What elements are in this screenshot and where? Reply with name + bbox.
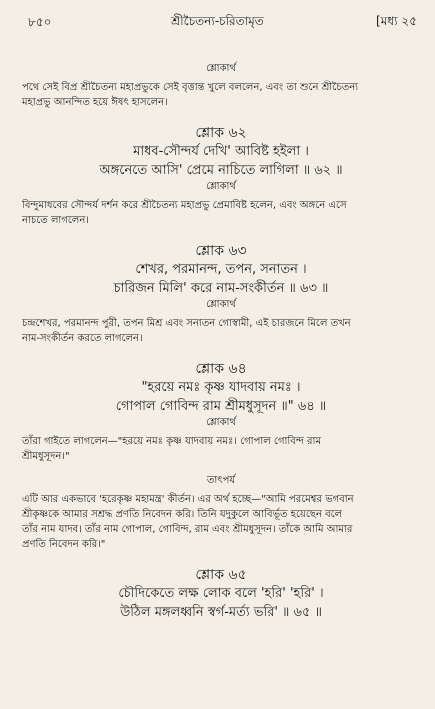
page-body: [22, 62, 420, 622]
verse-line: উঠিল মঙ্গলধ্বনি স্বর্গ-মর্ত্য ভরি' ॥ ৬৫ ॥: [120, 605, 322, 620]
para-line: এটি আর একভাবে 'হরেকৃষ্ণ মহামন্ত্র' কীর্তন। এর অর্থ হচ্ছে—"আমি পরমেশ্বর ভগবান: [22, 494, 354, 505]
section-label: [মধ্য ২৫: [376, 14, 417, 28]
translation-paragraph: [22, 198, 420, 228]
verse-text: [22, 260, 420, 298]
verse-heading: শ্লোক ৬৪: [195, 361, 247, 377]
translation-paragraph: [22, 434, 420, 464]
verse-text: [22, 142, 420, 180]
translation-label: শ্লোকার্থ: [206, 299, 236, 310]
verse-line: গোপাল গোবিন্দ রাম শ্রীমধুসূদন ॥" ৬৪ ॥: [115, 399, 327, 414]
translation-label: শ্লোকার্থ: [206, 417, 236, 428]
verse-line: চারিজন মিলি' করে নাম-সংকীর্তন ॥ ৬৩ ॥: [113, 281, 329, 296]
para-line: শ্রীমধুসূদন।": [22, 451, 70, 462]
verse-heading: শ্লোক ৬৩: [195, 243, 247, 259]
para-line: নাচতে লাগলেন।: [22, 215, 89, 226]
para-line: বিন্দুমাধবের সৌন্দর্য দর্শন করে শ্রীচৈতন্য মহাপ্রভু প্রেমাবিষ্ট হলেন, এবং অঙ্গনে এসে: [22, 200, 347, 211]
verse-heading: শ্লোক ৬২: [195, 125, 247, 141]
verse-heading: শ্লোক ৬৫: [195, 567, 247, 583]
para-line: প্রণতি নিবেদন করি।": [22, 539, 106, 550]
para-line: পথে সেই বিপ্র শ্রীচৈতন্য মহাপ্রভুকে সেই বৃত্তান্ত খুলে বললেন, এবং তা শুনে শ্রীচৈতন্য: [22, 82, 359, 93]
verse-text: [22, 584, 420, 622]
verse-line: চৌদিকেতে লক্ষ লোক বলে 'হরি' 'হরি' ।: [118, 586, 324, 601]
para-line: নাম-সংকীর্তন করতে লাগলেন।: [22, 333, 143, 344]
para-line: চন্দ্রশেখর, পরমানন্দ পুরী, তপন মিশ্র এবং সনাতন গোস্বামী, এই চারজনে মিলে তখন: [22, 318, 351, 329]
verse-line: শেখর, পরমানন্দ, তপন, সনাতন ।: [135, 262, 307, 277]
purport-label: তাৎপর্য: [206, 475, 236, 486]
translation-paragraph: [22, 80, 420, 110]
translation-paragraph: [22, 316, 420, 346]
para-line: তাঁর নাম যাদব। তাঁর নাম গোপাল, গোবিন্দ, রাম এবং শ্রীমধুসূদন। তাঁকে আমি আমার: [22, 524, 353, 535]
verse-line: মাধব-সৌন্দর্য দেখি' আবিষ্ট হইলা ।: [133, 144, 309, 159]
translation-label: শ্লোকার্থ: [206, 63, 236, 74]
verse-line: অঙ্গনেতে আসি' প্রেমে নাচিতে লাগিলা ॥ ৬২ ॥: [99, 163, 343, 178]
purport-paragraph: [22, 492, 420, 552]
book-title: শ্রীচৈতন্য-চরিতামৃত: [171, 14, 264, 28]
page-number: ৮৫০: [28, 15, 52, 29]
verse-text: [22, 378, 420, 416]
verse-line: "হরয়ে নমঃ কৃষ্ণ যাদবায় নমঃ ।: [141, 380, 301, 395]
para-line: তাঁরা গাইতে লাগলেন—"হরয়ে নমঃ কৃষ্ণ যাদবায় নমঃ। গোপাল গোবিন্দ রাম: [22, 436, 321, 447]
para-line: মহাপ্রভু আনন্দিত হয়ে ঈষৎ হাসলেন।: [22, 97, 168, 108]
translation-label: শ্লোকার্থ: [206, 181, 236, 192]
para-line: শ্রীকৃষ্ণকে আমার সশ্রদ্ধ প্রণতি নিবেদন করি। তিনি যদুকুলে আবির্ভূত হয়েছেন বলে: [22, 509, 343, 520]
page-header: [0, 0, 435, 34]
